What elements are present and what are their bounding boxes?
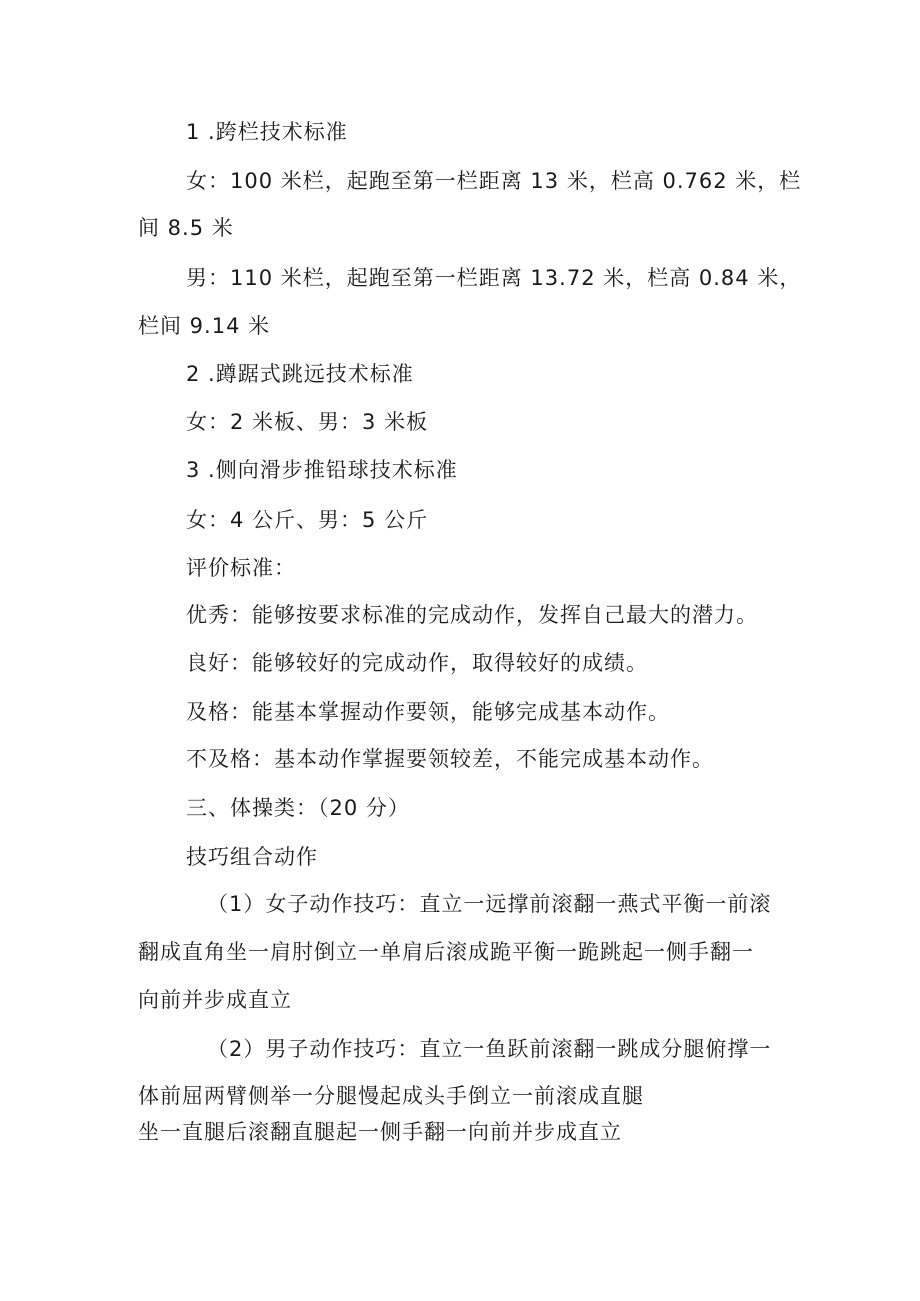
combo-title: 技巧组合动作 (186, 845, 318, 869)
criteria-excellent: 优秀：能够按要求标准的完成动作，发挥自己最大的潜力。 (186, 603, 758, 627)
criteria-pass: 及格：能基本掌握动作要领，能够完成基本动作。 (186, 700, 670, 724)
women-combo-line-2: 翻成直角坐一肩肘倒立一单肩后滚成跪平衡一跪跳起一侧手翻一 (138, 940, 754, 964)
shotput-title: 3 .侧向滑步推铅球技术标准 (186, 458, 458, 482)
women-hurdles-line-1: 女：100 米栏，起跑至第一栏距离 13 米，栏高 0.762 米，栏 (186, 169, 802, 193)
gymnastics-heading: 三、体操类：（20 分） (186, 796, 410, 820)
women-hurdles-line-2: 间 8.5 米 (138, 216, 234, 240)
criteria-fail: 不及格：基本动作掌握要领较差，不能完成基本动作。 (186, 747, 714, 771)
hurdles-title: 1 .跨栏技术标准 (186, 120, 348, 144)
longjump-boards: 女：2 米板、男：3 米板 (186, 410, 429, 434)
criteria-good: 良好：能够较好的完成动作，取得较好的成绩。 (186, 651, 648, 675)
criteria-label: 评价标准： (186, 556, 296, 580)
men-combo-line-2: 体前屈两臂侧举一分腿慢起成头手倒立一前滚成直腿 (138, 1084, 644, 1108)
shotput-weights: 女：4 公斤、男：5 公斤 (186, 508, 429, 532)
men-combo-line-3: 坐一直腿后滚翻直腿起一侧手翻一向前并步成直立 (138, 1120, 622, 1144)
men-combo-line-1: （2）男子动作技巧：直立一鱼跃前滚翻一跳成分腿俯撑一 (207, 1037, 772, 1061)
men-hurdles-line-2: 栏间 9.14 米 (138, 314, 271, 338)
women-combo-line-3: 向前并步成直立 (138, 988, 292, 1012)
women-combo-line-1: （1）女子动作技巧：直立一远撑前滚翻一燕式平衡一前滚 (207, 892, 772, 916)
men-hurdles-line-1: 男：110 米栏，起跑至第一栏距离 13.72 米，栏高 0.84 米， (186, 266, 802, 290)
longjump-title: 2 .蹲踞式跳远技术标准 (186, 362, 414, 386)
